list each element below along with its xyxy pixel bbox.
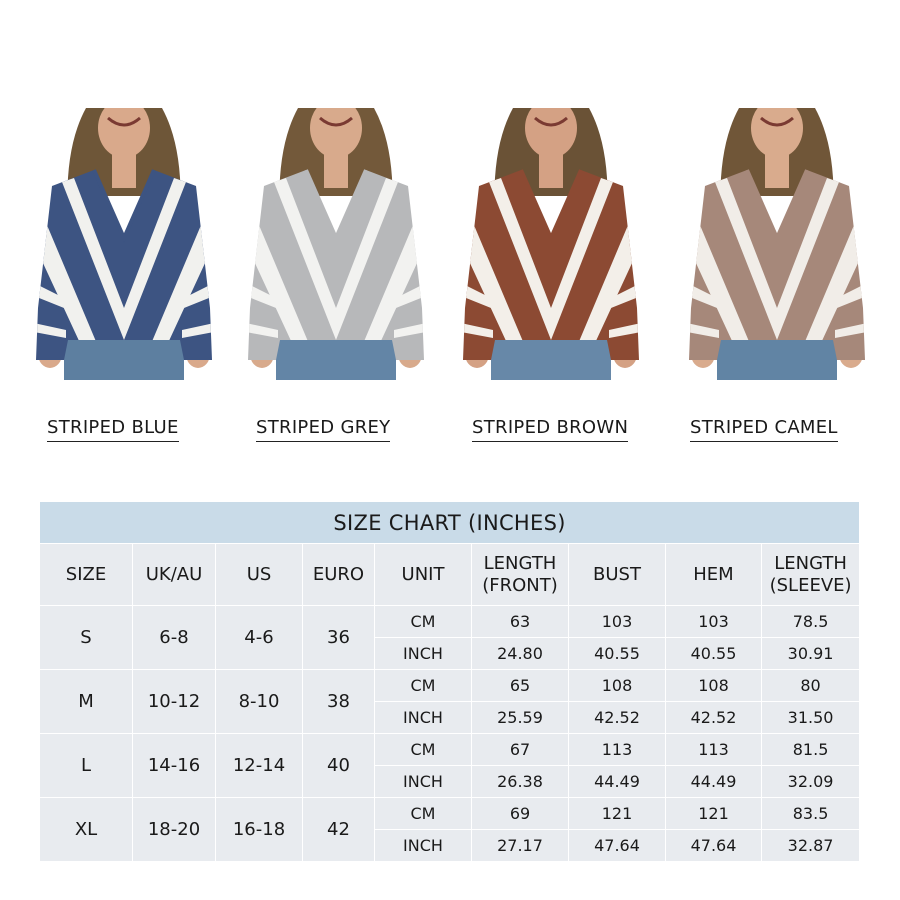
bust-cell: 113 <box>569 734 666 766</box>
hem-cell: 108 <box>666 670 762 702</box>
bust-cell: 108 <box>569 670 666 702</box>
header-row <box>40 544 860 606</box>
ukau-cell: 14-16 <box>133 734 216 798</box>
unit-cell: CM <box>375 670 472 702</box>
unit-cell: CM <box>375 606 472 638</box>
product-photo-brown <box>461 108 641 380</box>
header-size: SIZE <box>40 544 133 606</box>
bust-cell: 47.64 <box>569 830 666 862</box>
unit-cell: INCH <box>375 830 472 862</box>
header-length-front <box>472 544 569 606</box>
us-cell: 12-14 <box>216 734 303 798</box>
length-front-cell: 67 <box>472 734 569 766</box>
hem-cell: 44.49 <box>666 766 762 798</box>
table-row <box>40 734 860 766</box>
length-front-cell: 69 <box>472 798 569 830</box>
length-sleeve-cell: 78.5 <box>762 606 860 638</box>
euro-cell: 40 <box>303 734 375 798</box>
product-photo-blue <box>34 108 214 380</box>
bust-cell: 44.49 <box>569 766 666 798</box>
hem-cell: 40.55 <box>666 638 762 670</box>
unit-cell: INCH <box>375 702 472 734</box>
hem-cell: 47.64 <box>666 830 762 862</box>
header-length-front-line1: LENGTH <box>483 552 557 574</box>
header-length-sleeve <box>762 544 860 606</box>
size-chart-title: SIZE CHART (INCHES) <box>40 502 860 544</box>
header-length-sleeve-line2: (SLEEVE) <box>769 574 852 596</box>
product-photo-grey <box>246 108 426 380</box>
unit-cell: INCH <box>375 766 472 798</box>
hem-cell: 113 <box>666 734 762 766</box>
ukau-cell: 6-8 <box>133 606 216 670</box>
length-sleeve-cell: 30.91 <box>762 638 860 670</box>
variant-label-grey: STRIPED GREY <box>256 417 390 442</box>
header-us: US <box>216 544 303 606</box>
header-euro: EURO <box>303 544 375 606</box>
size-cell: L <box>40 734 133 798</box>
header-bust: BUST <box>569 544 666 606</box>
length-sleeve-cell: 32.87 <box>762 830 860 862</box>
unit-cell: CM <box>375 734 472 766</box>
header-ukau: UK/AU <box>133 544 216 606</box>
length-sleeve-cell: 83.5 <box>762 798 860 830</box>
size-cell: S <box>40 606 133 670</box>
euro-cell: 38 <box>303 670 375 734</box>
variant-label-camel: STRIPED CAMEL <box>690 417 838 442</box>
unit-cell: CM <box>375 798 472 830</box>
length-sleeve-cell: 32.09 <box>762 766 860 798</box>
bust-cell: 40.55 <box>569 638 666 670</box>
table-row <box>40 798 860 830</box>
us-cell: 8-10 <box>216 670 303 734</box>
length-front-cell: 25.59 <box>472 702 569 734</box>
hem-cell: 121 <box>666 798 762 830</box>
header-hem: HEM <box>666 544 762 606</box>
us-cell: 16-18 <box>216 798 303 862</box>
size-cell: M <box>40 670 133 734</box>
product-photo-camel <box>687 108 867 380</box>
unit-cell: INCH <box>375 638 472 670</box>
bust-cell: 42.52 <box>569 702 666 734</box>
length-sleeve-cell: 81.5 <box>762 734 860 766</box>
length-sleeve-cell: 31.50 <box>762 702 860 734</box>
header-unit: UNIT <box>375 544 472 606</box>
size-cell: XL <box>40 798 133 862</box>
euro-cell: 36 <box>303 606 375 670</box>
size-chart-table <box>39 501 860 862</box>
length-front-cell: 63 <box>472 606 569 638</box>
ukau-cell: 10-12 <box>133 670 216 734</box>
hem-cell: 42.52 <box>666 702 762 734</box>
table-row <box>40 670 860 702</box>
length-front-cell: 27.17 <box>472 830 569 862</box>
bust-cell: 121 <box>569 798 666 830</box>
header-length-sleeve-line1: LENGTH <box>774 552 847 574</box>
bust-cell: 103 <box>569 606 666 638</box>
variant-label-blue: STRIPED BLUE <box>47 417 179 442</box>
length-front-cell: 65 <box>472 670 569 702</box>
euro-cell: 42 <box>303 798 375 862</box>
variant-label-brown: STRIPED BROWN <box>472 417 628 442</box>
length-sleeve-cell: 80 <box>762 670 860 702</box>
length-front-cell: 24.80 <box>472 638 569 670</box>
ukau-cell: 18-20 <box>133 798 216 862</box>
length-front-cell: 26.38 <box>472 766 569 798</box>
hem-cell: 103 <box>666 606 762 638</box>
header-length-front-line2: (FRONT) <box>482 574 558 596</box>
table-row <box>40 606 860 638</box>
us-cell: 4-6 <box>216 606 303 670</box>
